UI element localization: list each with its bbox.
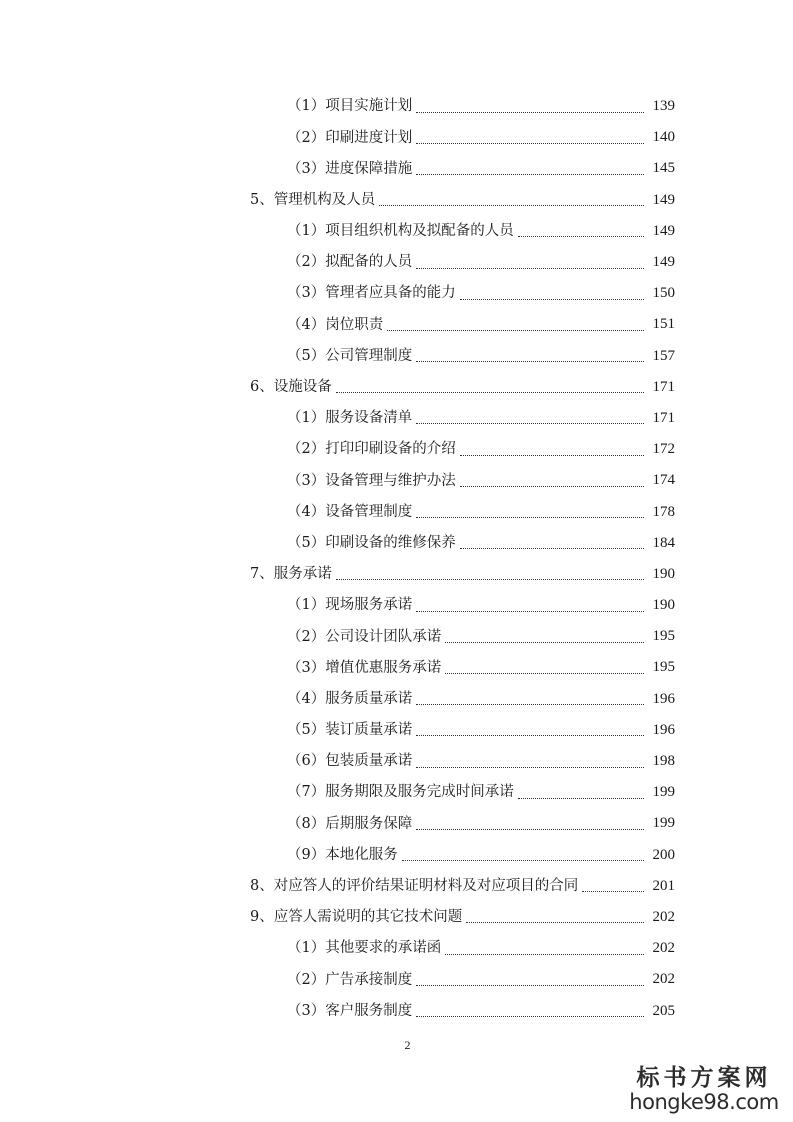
toc-entry-page-number: 205	[652, 1002, 675, 1019]
toc-dot-leader	[402, 859, 644, 861]
toc-dot-leader	[416, 267, 644, 269]
toc-subsection-entry[interactable]	[0, 309, 793, 340]
toc-section-entry[interactable]	[0, 559, 793, 590]
toc-dot-leader	[336, 391, 644, 393]
toc-dot-leader	[445, 672, 644, 674]
toc-entry-page-number: 149	[652, 191, 675, 208]
toc-dot-leader	[416, 142, 644, 144]
toc-subsection-entry[interactable]	[0, 434, 793, 465]
toc-entry-label: （1）服务设备清单	[287, 410, 413, 427]
toc-dot-leader	[416, 1015, 644, 1017]
toc-entry-label: 8、对应答人的评价结果证明材料及对应项目的合同	[250, 878, 579, 895]
toc-subsection-entry[interactable]	[0, 122, 793, 153]
toc-entry-page-number: 171	[652, 409, 675, 426]
toc-entry-label: （1）其他要求的承诺函	[287, 940, 442, 957]
toc-entry-page-number: 202	[652, 971, 675, 988]
toc-entry-page-number: 202	[652, 940, 675, 957]
toc-subsection-entry[interactable]	[0, 621, 793, 652]
toc-section-entry[interactable]	[0, 902, 793, 933]
toc-entry-label: （3）客户服务制度	[287, 1002, 413, 1019]
toc-subsection-entry[interactable]	[0, 216, 793, 247]
toc-entry-page-number: 201	[652, 877, 675, 894]
toc-entry-page-number: 198	[652, 753, 675, 770]
watermark-url-text: hongke98.com	[629, 1089, 779, 1114]
toc-entry-page-number: 199	[652, 784, 675, 801]
toc-dot-leader	[387, 329, 644, 331]
toc-dot-leader	[460, 547, 644, 549]
toc-entry-page-number: 145	[652, 160, 675, 177]
toc-entry-page-number: 172	[652, 441, 675, 458]
toc-entry-label: （3）增值优惠服务承诺	[287, 659, 442, 676]
toc-entry-label: （1）项目实施计划	[287, 98, 413, 115]
toc-subsection-entry[interactable]	[0, 652, 793, 683]
toc-entry-label: （5）公司管理制度	[287, 347, 413, 364]
toc-subsection-entry[interactable]	[0, 91, 793, 122]
toc-entry-label: （2）广告承接制度	[287, 971, 413, 988]
toc-entry-page-number: 140	[652, 129, 675, 146]
toc-subsection-entry[interactable]	[0, 995, 793, 1026]
toc-entry-page-number: 184	[652, 534, 675, 551]
toc-dot-leader	[416, 422, 644, 424]
toc-dot-leader	[445, 641, 644, 643]
toc-entry-page-number: 171	[652, 378, 675, 395]
toc-entry-label: 6、设施设备	[250, 379, 332, 396]
toc-dot-leader	[460, 454, 644, 456]
toc-subsection-entry[interactable]	[0, 964, 793, 995]
toc-dot-leader	[518, 235, 644, 237]
toc-entry-page-number: 195	[652, 659, 675, 676]
toc-entry-page-number: 178	[652, 503, 675, 520]
toc-entry-page-number: 139	[652, 98, 675, 115]
toc-entry-label: （3）进度保障措施	[287, 160, 413, 177]
toc-dot-leader	[416, 766, 644, 768]
toc-dot-leader	[416, 734, 644, 736]
toc-entry-label: （2）打印印刷设备的介绍	[287, 441, 456, 458]
table-of-contents	[0, 91, 793, 1027]
toc-dot-leader	[445, 953, 644, 955]
toc-subsection-entry[interactable]	[0, 715, 793, 746]
toc-entry-page-number: 196	[652, 690, 675, 707]
toc-entry-page-number: 195	[652, 628, 675, 645]
toc-subsection-entry[interactable]	[0, 590, 793, 621]
toc-entry-label: （6）包装质量承诺	[287, 753, 413, 770]
toc-dot-leader	[582, 890, 644, 892]
toc-subsection-entry[interactable]	[0, 528, 793, 559]
toc-section-entry[interactable]	[0, 871, 793, 902]
watermark-cn-text: 标书方案网	[636, 1064, 772, 1091]
toc-dot-leader	[466, 921, 644, 923]
watermark-logo	[629, 1066, 779, 1114]
toc-entry-label: （1）项目组织机构及拟配备的人员	[287, 223, 514, 240]
toc-subsection-entry[interactable]	[0, 933, 793, 964]
toc-entry-page-number: 149	[652, 254, 675, 271]
toc-entry-label: （4）服务质量承诺	[287, 690, 413, 707]
toc-subsection-entry[interactable]	[0, 465, 793, 496]
toc-dot-leader	[416, 173, 644, 175]
toc-entry-label: （4）设备管理制度	[287, 503, 413, 520]
toc-dot-leader	[416, 703, 644, 705]
toc-entry-page-number: 149	[652, 222, 675, 239]
toc-entry-page-number: 151	[652, 316, 675, 333]
toc-subsection-entry[interactable]	[0, 840, 793, 871]
toc-entry-page-number: 202	[652, 908, 675, 925]
toc-dot-leader	[416, 828, 644, 830]
toc-entry-label: 7、服务承诺	[250, 566, 332, 583]
toc-entry-label: （5）印刷设备的维修保养	[287, 534, 456, 551]
toc-entry-page-number: 190	[652, 597, 675, 614]
toc-entry-page-number: 174	[652, 472, 675, 489]
toc-dot-leader	[416, 111, 644, 113]
toc-subsection-entry[interactable]	[0, 247, 793, 278]
toc-entry-label: （5）装订质量承诺	[287, 722, 413, 739]
toc-subsection-entry[interactable]	[0, 278, 793, 309]
toc-dot-leader	[416, 610, 644, 612]
toc-entry-label: （2）拟配备的人员	[287, 254, 413, 271]
toc-dot-leader	[416, 360, 644, 362]
toc-entry-label: （9）本地化服务	[287, 846, 398, 863]
toc-entry-label: （2）公司设计团队承诺	[287, 628, 442, 645]
toc-section-entry[interactable]	[0, 372, 793, 403]
toc-entry-label: （1）现场服务承诺	[287, 597, 413, 614]
toc-dot-leader	[336, 578, 644, 580]
toc-entry-label: （7）服务期限及服务完成时间承诺	[287, 784, 514, 801]
toc-entry-page-number: 199	[652, 815, 675, 832]
toc-entry-label: （2）印刷进度计划	[287, 129, 413, 146]
toc-dot-leader	[416, 516, 644, 518]
toc-entry-label: （3）管理者应具备的能力	[287, 285, 456, 302]
toc-entry-page-number: 150	[652, 285, 675, 302]
page-number: 2	[404, 1038, 411, 1052]
toc-subsection-entry[interactable]	[0, 403, 793, 434]
toc-entry-page-number: 196	[652, 721, 675, 738]
toc-subsection-entry[interactable]	[0, 341, 793, 372]
toc-subsection-entry[interactable]	[0, 746, 793, 777]
toc-entry-page-number: 157	[652, 347, 675, 364]
toc-section-entry[interactable]	[0, 185, 793, 216]
toc-dot-leader	[460, 485, 644, 487]
toc-entry-label: （4）岗位职责	[287, 316, 384, 333]
toc-subsection-entry[interactable]	[0, 777, 793, 808]
toc-subsection-entry[interactable]	[0, 496, 793, 527]
toc-subsection-entry[interactable]	[0, 684, 793, 715]
toc-entry-label: 9、应答人需说明的其它技术问题	[250, 909, 463, 926]
toc-dot-leader	[416, 984, 644, 986]
toc-entry-page-number: 190	[652, 565, 675, 582]
toc-entry-page-number: 200	[652, 846, 675, 863]
toc-subsection-entry[interactable]	[0, 808, 793, 839]
toc-entry-label: （3）设备管理与维护办法	[287, 472, 456, 489]
toc-entry-label: 5、管理机构及人员	[250, 191, 376, 208]
toc-dot-leader	[379, 204, 644, 206]
toc-subsection-entry[interactable]	[0, 153, 793, 184]
toc-dot-leader	[460, 298, 644, 300]
toc-entry-label: （8）后期服务保障	[287, 815, 413, 832]
toc-dot-leader	[518, 797, 644, 799]
